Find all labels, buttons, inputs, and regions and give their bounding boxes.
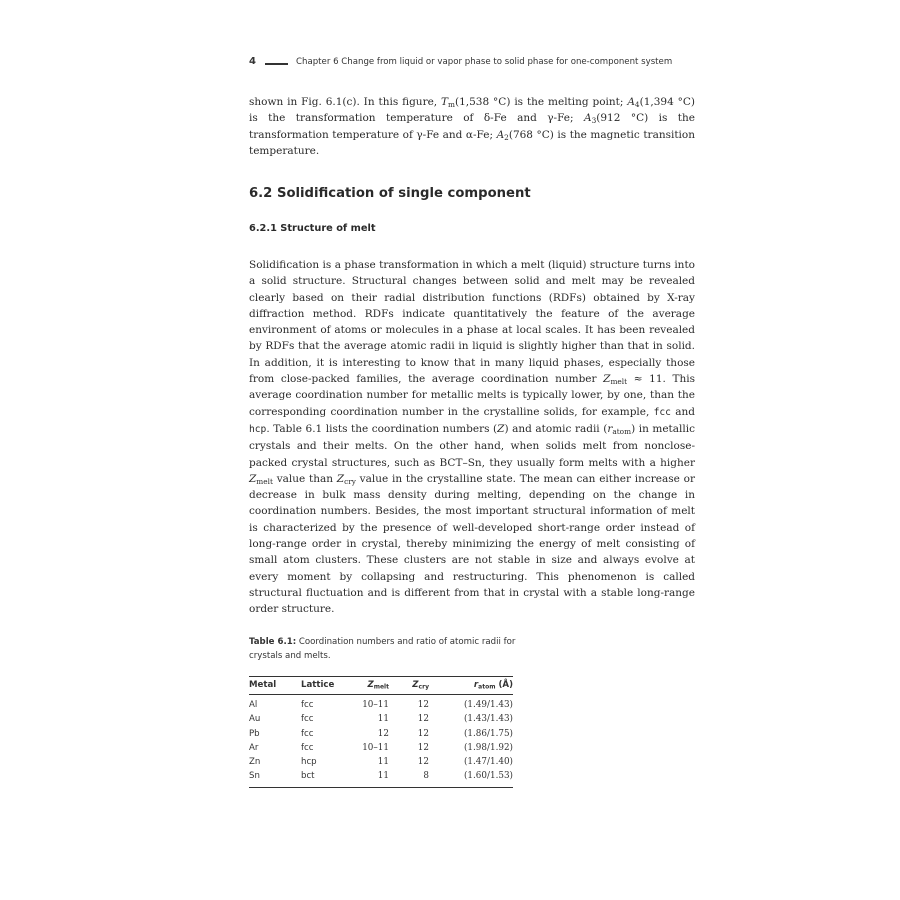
table-row [249, 769, 513, 787]
cell-zmelt: 11 [377, 714, 389, 725]
cell-zcry: 12 [417, 728, 429, 739]
cell-ratom: (1.60/1.53) [429, 769, 513, 787]
cell-metal: Sn [249, 769, 301, 787]
cell-ratom: (1.49/1.43) [463, 700, 513, 710]
section-heading: 6.2 Solidification of single component [249, 186, 531, 201]
main-paragraph: Solidification is a phase transformation in which a melt (liquid) structure turns into a solid structure. Structural changes between solid and melt may be revealed clearly based on their radial distribution functions (RDFs) obtained by X-ray diffraction method. RDFs indicate quantitatively the feature of the average environment of atoms or molecules in a phase at local scales. It has been revealed by RDFs that the average atomic radii in liquid is slightly higher than that in solid. In addition, it is interesting to know that in many liquid phases, especially those from close-packed families, the average coordination number $Z_{melt} \approx 11$. This average coordination number for metallic melts is typically lower, by one, than the corresponding coordination number in the crystalline solids, for example, fcc and hcp. Table 6.1 lists the coordination numbers (Z) and atomic radii $(r_{atom})$ in metallic crystals and their melts. On the other hand, when solids melt from nonclose-packed crystal structures, such as BCT–Sn, they usually form melts with a higher $Z_{melt}$ value than $Z_{cry}$ value in the crystalline state. The mean can either increase or decrease in bulk mass density during melting, depending on the change in coordination numbers. Besides, the most important structural information of melt is characterized by the presence of well-developed short-range order instead of long-range order in crystal, thereby minimizing the energy of melt consisting of small atom clusters. These clusters are not stable in size and always evolve at every moment by collapsing and restructuring. This phenomenon is called structural fluctuation and is different from that in crystal with a stable long-range order structure. [249, 259, 696, 616]
col-lattice: Lattice [301, 680, 335, 690]
table-row [249, 741, 513, 755]
chapter-title: Chapter 6 Change from liquid or vapor phase to solid phase for one-component system [296, 57, 673, 67]
table-row [249, 755, 513, 769]
cell-zmelt: 10–11 [362, 742, 389, 753]
cell-zcry: 12 [417, 742, 429, 753]
cell-zcry: 12 [417, 714, 429, 725]
cell-ratom: (1.43/1.43) [463, 714, 513, 725]
cell-lattice: bct [301, 769, 346, 787]
coordination-table [249, 676, 513, 788]
cell-ratom: (1.47/1.40) [463, 757, 513, 768]
col-metal: Metal [249, 680, 277, 690]
col-ratom: $r_{atom}$ (Å) [473, 680, 513, 691]
cell-zcry: 12 [417, 700, 429, 710]
cell-lattice: fcc [301, 700, 314, 710]
cell-ratom: (1.98/1.92) [463, 742, 513, 753]
page-number: 4 [249, 56, 256, 67]
cell-metal: Al [249, 700, 258, 710]
cell-metal: Au [249, 714, 261, 725]
cell-metal: Pb [249, 728, 260, 739]
cell-metal: Ar [249, 742, 259, 753]
header-dash [265, 63, 288, 65]
col-zcry: $Z_{cry}$ [412, 680, 429, 691]
cell-zmelt: 11 [346, 769, 389, 787]
cell-lattice: hcp [301, 757, 317, 768]
running-header [249, 56, 694, 72]
subsection-heading: 6.2.1 Structure of melt [249, 223, 376, 234]
cell-lattice: fcc [301, 728, 314, 739]
col-zmelt: $Z_{melt}$ [367, 680, 389, 691]
cell-lattice: fcc [301, 714, 314, 725]
cell-zmelt: 11 [377, 757, 389, 768]
cell-zmelt: 12 [377, 728, 389, 739]
table-caption: Table 6.1: Coordination numbers and ratio of atomic radii for crystals and melts. [249, 637, 516, 661]
table-header-row [249, 677, 513, 695]
cell-zmelt: 10–11 [362, 700, 389, 710]
intro-paragraph: shown in Fig. 6.1(c). In this figure, $T_m(1,538$ °C) is the melting point; $A_4(1,394$ °C) is the transformation temperature of δ-Fe and γ-Fe; $A_3(912$ °C) is the transformation temperature of γ-Fe and α-Fe; $A_2(768$ °C) is the magnetic transition temperature. [249, 96, 696, 157]
table-row [249, 695, 513, 713]
cell-ratom: (1.86/1.75) [463, 728, 513, 739]
cell-lattice: fcc [301, 742, 314, 753]
table-row [249, 727, 513, 741]
table-row [249, 712, 513, 726]
cell-metal: Zn [249, 757, 261, 768]
cell-zcry: 8 [389, 769, 429, 787]
cell-zcry: 12 [417, 757, 429, 768]
